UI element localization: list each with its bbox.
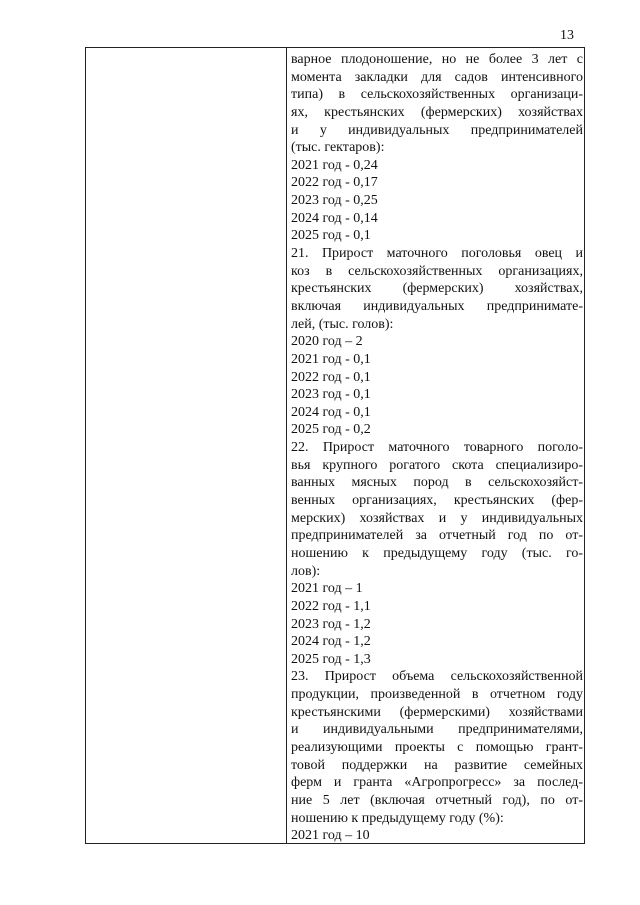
text-line: коз в сельскохозяйственных организациях, bbox=[291, 263, 583, 279]
text-line: вья крупного рогатого скота специализиро- bbox=[291, 457, 583, 473]
text-line: 2022 год - 0,1 bbox=[291, 369, 371, 385]
text-line: и индивидуальными предпринимателями, bbox=[291, 722, 583, 738]
text-line: 2023 год - 0,25 bbox=[291, 193, 378, 209]
text-line: момента закладки для садов интенсивного bbox=[291, 69, 583, 85]
text-line: реализующими проекты с помощью грант- bbox=[291, 739, 583, 755]
text-line: 2025 год - 0,2 bbox=[291, 422, 371, 438]
text-line: (тыс. гектаров): bbox=[291, 140, 385, 156]
table-left-column bbox=[86, 48, 287, 843]
text-line: мерских) хозяйствах и у индивидуальных bbox=[291, 510, 583, 526]
text-line: 2021 год – 10 bbox=[291, 828, 370, 844]
text-line: 2024 год - 0,14 bbox=[291, 210, 378, 226]
text-line: ванных мясных пород в сельскохозяйст- bbox=[291, 475, 583, 491]
text-line: 2021 год - 0,24 bbox=[291, 157, 378, 173]
text-line: крестьянских (фермерских) хозяйствах, bbox=[291, 281, 583, 297]
document-table bbox=[85, 47, 585, 844]
text-line: 2020 год – 2 bbox=[291, 334, 363, 350]
text-line: ях, крестьянских (фермерских) хозяйствах bbox=[291, 104, 583, 120]
text-line: включая индивидуальных предпринимате- bbox=[291, 298, 583, 314]
text-line: и у индивидуальных предпринимателей bbox=[291, 122, 583, 138]
text-line: 23. Прирост объема сельскохозяйственной bbox=[291, 669, 583, 685]
page-number: 13 bbox=[560, 28, 574, 43]
text-line: 2025 год - 0,1 bbox=[291, 228, 371, 244]
text-line: 2023 год - 1,2 bbox=[291, 616, 371, 632]
text-line: 2022 год - 1,1 bbox=[291, 598, 371, 614]
text-line: 2024 год - 0,1 bbox=[291, 404, 371, 420]
text-line: ние 5 лет (включая отчетный год), по от- bbox=[291, 792, 583, 808]
text-line: 22. Прирост маточного товарного поголо- bbox=[291, 440, 583, 456]
text-line: 2022 год - 0,17 bbox=[291, 175, 378, 191]
text-line: товой поддержки на развитие семейных bbox=[291, 757, 583, 773]
text-line: варное плодоношение, но не более 3 лет с bbox=[291, 52, 583, 67]
text-line: 2021 год - 0,1 bbox=[291, 351, 371, 367]
text-line: типа) в сельскохозяйственных организаци- bbox=[291, 87, 583, 103]
text-line: ношению к предыдущему году (%): bbox=[291, 810, 504, 826]
indicator-text bbox=[291, 51, 583, 845]
text-line: 2023 год - 0,1 bbox=[291, 387, 371, 403]
text-line: лов): bbox=[291, 563, 321, 579]
text-line: предпринимателей за отчетный год по от- bbox=[291, 528, 583, 544]
text-line: 2025 год - 1,3 bbox=[291, 651, 371, 667]
text-line: 21. Прирост маточного поголовья овец и bbox=[291, 246, 583, 262]
table-right-column bbox=[287, 48, 584, 843]
text-line: венных организациях, крестьянских (фер- bbox=[291, 493, 583, 509]
text-line: ферм и гранта «Агропрогресс» за послед- bbox=[291, 775, 583, 791]
text-line: 2021 год – 1 bbox=[291, 581, 363, 597]
text-line: лей, (тыс. голов): bbox=[291, 316, 394, 332]
text-line: продукции, произведенной в отчетном году bbox=[291, 687, 583, 703]
text-line: 2024 год - 1,2 bbox=[291, 634, 371, 650]
text-line: крестьянскими (фермерскими) хозяйствами bbox=[291, 704, 583, 720]
text-line: ношению к предыдущему году (тыс. го- bbox=[291, 545, 583, 561]
